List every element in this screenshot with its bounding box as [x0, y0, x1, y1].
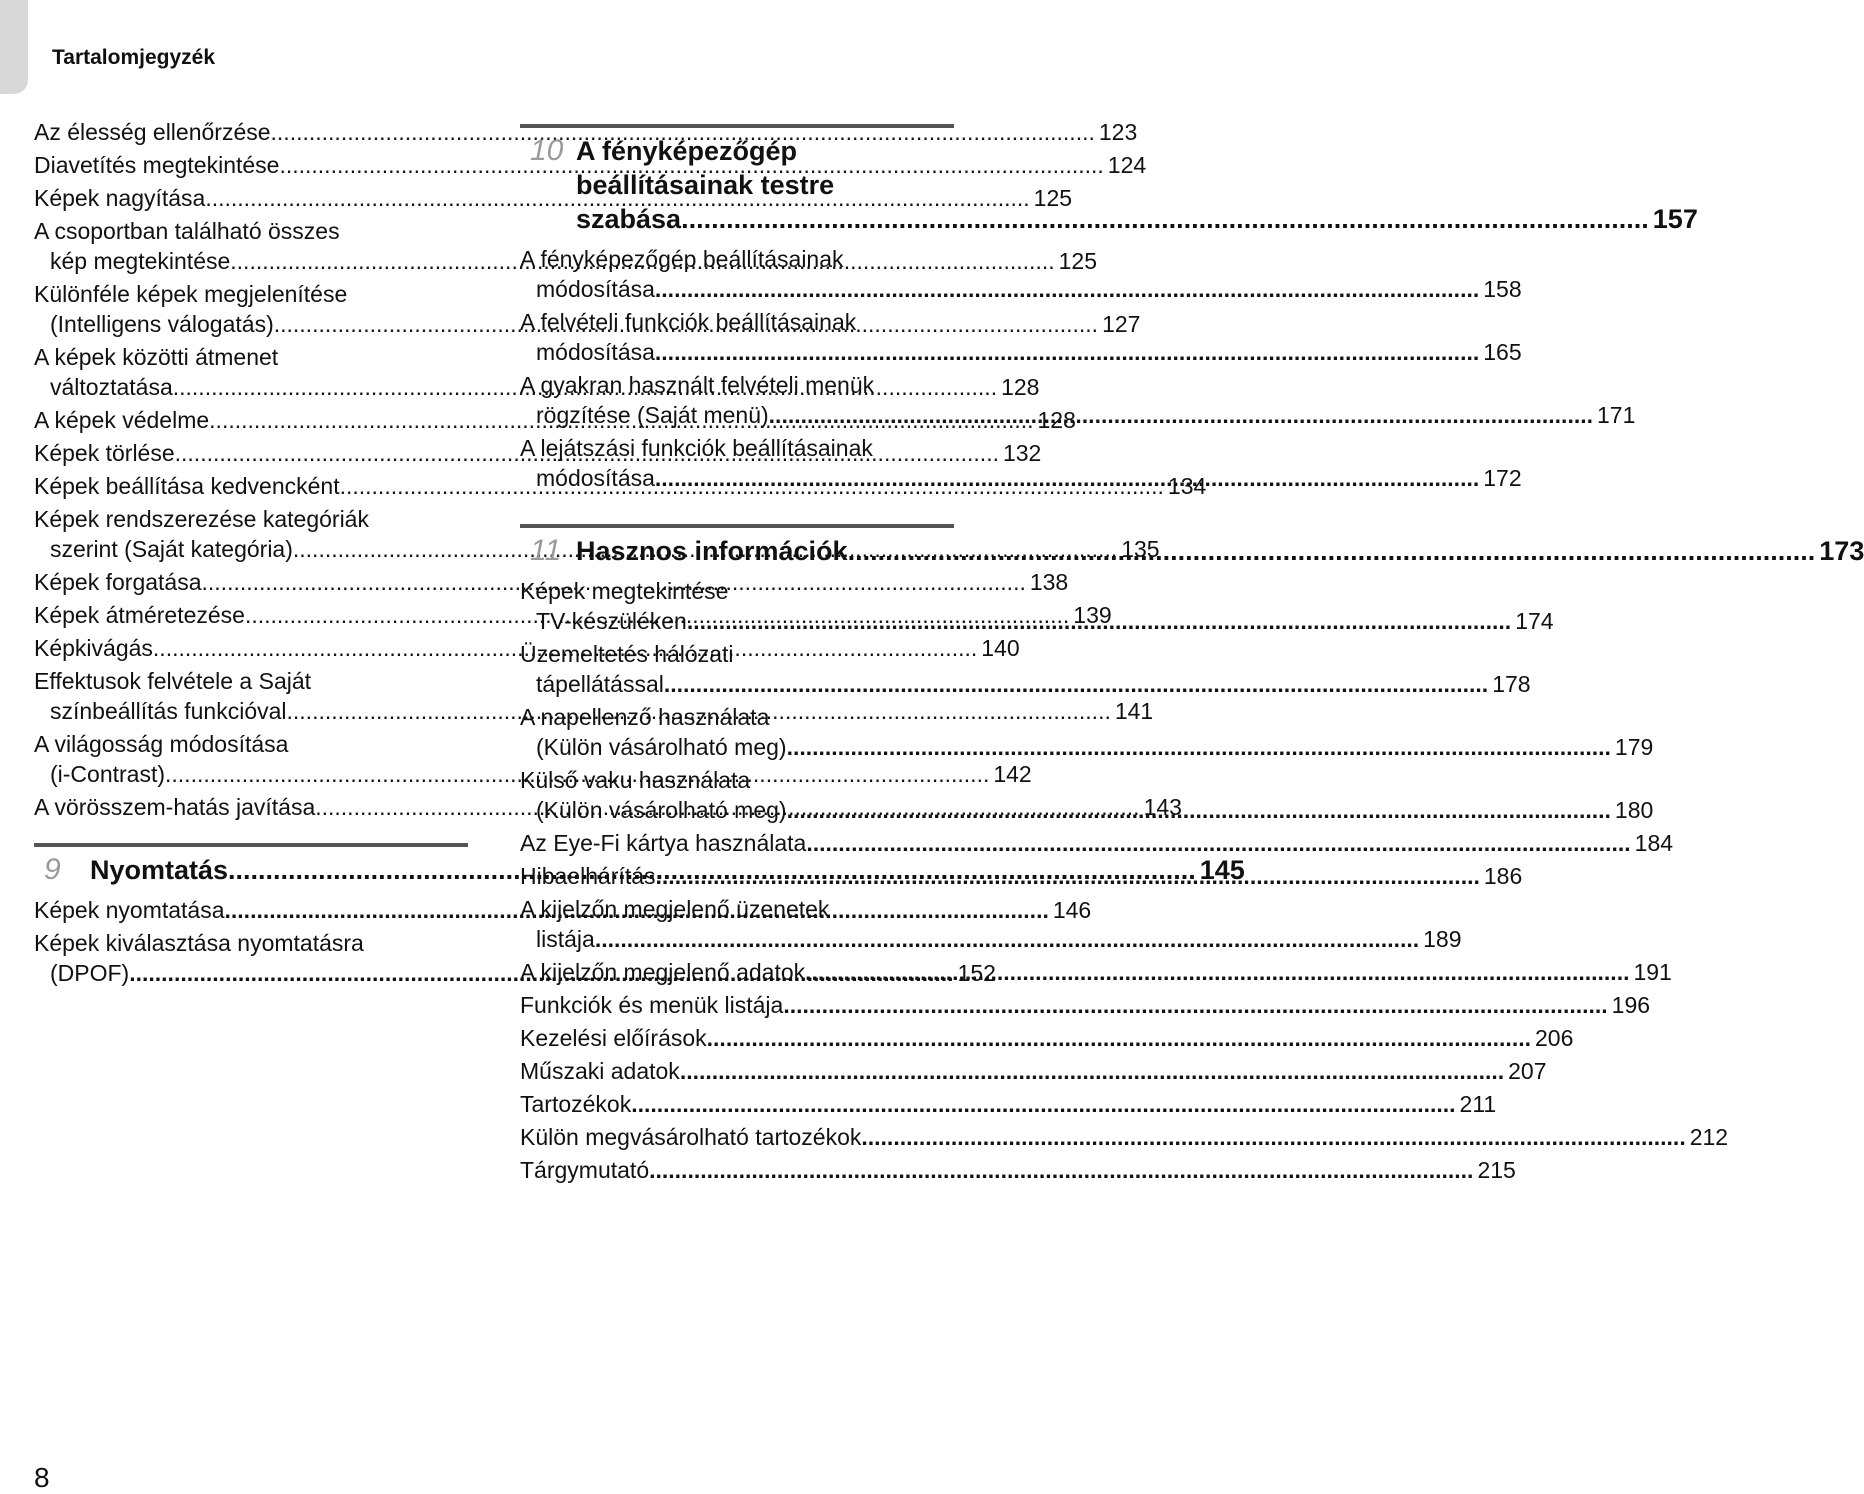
dot-leader: [655, 337, 1479, 367]
dot-leader: [680, 1056, 1504, 1086]
toc-entry-title-line: A csoportban található összes: [34, 218, 340, 244]
chapter-number: 11: [530, 534, 562, 567]
toc-entry-page-number: 152: [957, 960, 996, 986]
toc-entry-page-number: 139: [1073, 602, 1112, 628]
toc-entry-page-number: 186: [1483, 863, 1523, 889]
dot-leader: [655, 274, 1479, 304]
toc-entry-row: [520, 274, 1522, 304]
toc-entry-title-line: Különféle képek megjelenítése: [34, 281, 348, 307]
toc-entry-title-line: A fényképezőgép beállításainak: [520, 246, 844, 272]
toc-entry-title-line: TV-készüléken: [536, 608, 687, 634]
dot-leader: [805, 957, 1629, 987]
toc-entry-title-line: Hibaelhárítás: [520, 863, 656, 889]
toc-entry-title-line: rögzítése (Saját menü): [536, 402, 769, 428]
toc-entry-title-line: Képkivágás: [34, 635, 153, 661]
chapter-number: 9: [44, 853, 61, 886]
toc-entry-row: [520, 732, 1654, 762]
toc-entry-title-line: módosítása: [536, 276, 655, 302]
dot-leader: [783, 990, 1607, 1020]
toc-entry-page-number: 171: [1597, 402, 1636, 428]
toc-entry-title-line: Képek kiválasztása nyomtatásra: [34, 930, 364, 956]
chapter-page-number: 173: [1819, 536, 1864, 566]
toc-entry-page-number: 179: [1614, 734, 1654, 760]
toc-entry-title-line: módosítása: [536, 465, 655, 491]
toc-entry-title-line: Tárgymutató: [520, 1157, 650, 1183]
toc-entry-title-line: szerint (Saját kategória): [50, 536, 293, 562]
toc-entry-row: [520, 669, 1531, 699]
toc-entry-page-number: 140: [981, 635, 1020, 661]
toc-entry-page-number: 184: [1634, 830, 1674, 856]
dot-leader: [848, 534, 1816, 568]
toc-entry-title-line: Képek törlése: [34, 440, 175, 466]
chapter-title: [576, 534, 1864, 568]
toc-entry-page-number: 141: [1114, 698, 1154, 724]
toc-entry-title-line: (Intelligens válogatás): [50, 311, 274, 337]
side-tab-marker: [0, 0, 28, 94]
toc-entry-page-number: 124: [1107, 152, 1147, 178]
dot-leader: [787, 795, 1611, 825]
toc-entry-page-number: 207: [1508, 1058, 1547, 1084]
toc-entry-page-number: 196: [1611, 992, 1651, 1018]
toc-entry-row: [520, 1089, 1497, 1119]
toc-entry-title-line: módosítása: [536, 339, 655, 365]
toc-entry-title-line: A képek védelme: [34, 407, 210, 433]
toc-entry-title-line: (i-Contrast): [50, 761, 166, 787]
toc-entry-title-line: (Külön vásárolható meg): [536, 797, 787, 823]
toc-entry-row: [520, 337, 1522, 367]
page-number: 8: [34, 1462, 50, 1493]
toc-entry-title-line: A napellenző használata: [520, 704, 770, 730]
dot-leader: [631, 1089, 1455, 1119]
toc-entry-title-line: Képek beállítása kedvencként: [34, 473, 340, 499]
chapter-title: [576, 134, 1698, 236]
toc-entry-page-number: 191: [1633, 959, 1672, 985]
toc-entry-page-number: 172: [1483, 465, 1522, 491]
dot-leader: [806, 828, 1630, 858]
toc-entry-row: [520, 1023, 1574, 1053]
toc-entry-title-line: Képek nagyítása: [34, 185, 206, 211]
toc-entry-title-line: Külön megvásárolható tartozékok: [520, 1124, 862, 1150]
toc-entry-title-line: Effektusok felvétele a Saját: [34, 668, 312, 694]
toc-entry[interactable]: [520, 1056, 1547, 1089]
chapter-title-line: beállításainak testre: [576, 170, 835, 200]
toc-entry[interactable]: [520, 1122, 1729, 1155]
toc-entry-title-line: A kijelzőn megjelenő adatok: [520, 959, 806, 985]
dot-leader: [595, 924, 1419, 954]
toc-entry-title-line: Üzemeltetés hálózati: [520, 641, 734, 667]
toc-entry-page-number: 174: [1515, 608, 1554, 634]
toc-entry-page-number: 158: [1483, 276, 1522, 302]
dot-leader: [707, 1023, 1531, 1053]
toc-entry-page-number: 127: [1102, 311, 1141, 337]
toc-entry-page-number: 146: [1052, 897, 1092, 923]
toc-entry[interactable]: [520, 1155, 1516, 1188]
toc-entry-title-line: (Külön vásárolható meg): [536, 734, 787, 760]
dot-leader: [769, 400, 1593, 430]
toc-entry-title-line: Képek megtekintése: [520, 578, 729, 604]
toc-entry-row: [520, 828, 1674, 858]
toc-entry-title-line: A képek közötti átmenet: [34, 344, 279, 370]
toc-entry-page-number: 135: [1121, 536, 1160, 562]
toc-entry-title-line: Műszaki adatok: [520, 1058, 680, 1084]
toc-entry-title-line: A gyakran használt felvételi menük: [520, 372, 875, 398]
dot-leader: [656, 861, 1480, 891]
toc-entry-page-number: 143: [1143, 794, 1182, 820]
toc-entry-row: [520, 924, 1462, 954]
toc-entry-title-line: Külső vaku használata: [520, 767, 751, 793]
toc-entry-title-line: A lejátszási funkciók beállításainak: [520, 435, 873, 461]
toc-entry-title-line: tápellátással: [536, 671, 664, 697]
toc-entry-page-number: 123: [1098, 119, 1138, 145]
toc-entry-page-number: 211: [1459, 1091, 1497, 1117]
dot-leader: [649, 1155, 1473, 1185]
toc-entry-row: [520, 1122, 1729, 1152]
page-header-title: Tartalomjegyzék: [52, 46, 216, 69]
toc-entry-title-line: (DPOF): [50, 960, 130, 986]
toc-entry-title-line: változtatása: [50, 374, 173, 400]
dot-leader: [681, 202, 1649, 236]
dot-leader: [861, 1122, 1685, 1152]
toc-entry-page-number: 132: [1002, 440, 1042, 466]
toc-entry-title-line: Diavetítés megtekintése: [34, 152, 280, 178]
toc-entry-row: [520, 990, 1651, 1020]
toc-entry-page-number: 178: [1492, 671, 1531, 697]
toc-entry-title-line: A vörösszem-hatás javítása: [34, 794, 316, 820]
toc-entry-title-line: Képek nyomtatása: [34, 897, 225, 923]
toc-entry[interactable]: [34, 117, 1138, 150]
toc-entry-page-number: 180: [1614, 797, 1654, 823]
toc-entry-row: [34, 117, 1138, 147]
toc-entry-page-number: 134: [1167, 473, 1207, 499]
toc-entry-page-number: 125: [1033, 185, 1073, 211]
chapter-title-line: Hasznos információk: [576, 536, 848, 566]
toc-entry-title-line: színbeállítás funkcióval: [50, 698, 287, 724]
toc-entry[interactable]: [520, 1023, 1574, 1056]
dot-leader: [787, 732, 1611, 762]
toc-entry-title-line: Képek rendszerezése kategóriák: [34, 506, 369, 532]
chapter-title-line: Nyomtatás: [90, 855, 229, 885]
toc-entry-title-line: A felvételi funkciók beállításainak: [520, 309, 857, 335]
toc-entry[interactable]: [520, 990, 1651, 1023]
toc-entry-page-number: 125: [1058, 248, 1097, 274]
dot-leader: [664, 669, 1488, 699]
toc-entry-title-line: Képek forgatása: [34, 569, 202, 595]
toc-entry-row: [520, 1056, 1547, 1086]
toc-entry-title-line: listája: [536, 926, 595, 952]
toc-entry-page-number: 165: [1483, 339, 1522, 365]
toc-entry-title-line: Az élesség ellenőrzése: [34, 119, 271, 145]
toc-entry-page-number: 138: [1029, 569, 1069, 595]
toc-entry-page-number: 128: [1037, 407, 1076, 433]
chapter-title-line: A fényképezőgép: [576, 136, 798, 166]
toc-entry-title-line: Funkciók és menük listája: [520, 992, 784, 1018]
dot-leader: [687, 606, 1511, 636]
toc-entry-page-number: 128: [1001, 374, 1040, 400]
toc-entry-page-number: 142: [993, 761, 1032, 787]
chapter-title-row: [576, 534, 1864, 568]
dot-leader: [655, 463, 1479, 493]
toc-entry-title-line: Képek átméretezése: [34, 602, 245, 628]
toc-entry-row: [520, 1155, 1516, 1185]
toc-entry[interactable]: [520, 1089, 1497, 1122]
chapter-page-number: 145: [1199, 855, 1245, 885]
chapter-title-line: szabása: [576, 204, 682, 234]
toc-entry-page-number: 189: [1423, 926, 1462, 952]
toc-entry-title-line: Tartozékok: [520, 1091, 632, 1117]
toc-entry[interactable]: [520, 828, 1674, 861]
toc-entry-title-line: Kezelési előírások: [520, 1025, 707, 1051]
chapter-page-number: 157: [1652, 204, 1698, 234]
toc-entry-title-line: Az Eye-Fi kártya használata: [520, 830, 807, 856]
toc-entry-title-line: A kijelzőn megjelenő üzenetek: [520, 896, 830, 922]
chapter-title-row: [576, 202, 1698, 236]
toc-entry-title-line: A világosság módosítása: [34, 731, 289, 757]
toc-entry-title-line: kép megtekintése: [50, 248, 231, 274]
toc-entry-page-number: 212: [1689, 1124, 1729, 1150]
toc-entry-page-number: 206: [1534, 1025, 1574, 1051]
toc-entry-page-number: 215: [1477, 1157, 1516, 1183]
chapter-number: 10: [530, 134, 564, 167]
